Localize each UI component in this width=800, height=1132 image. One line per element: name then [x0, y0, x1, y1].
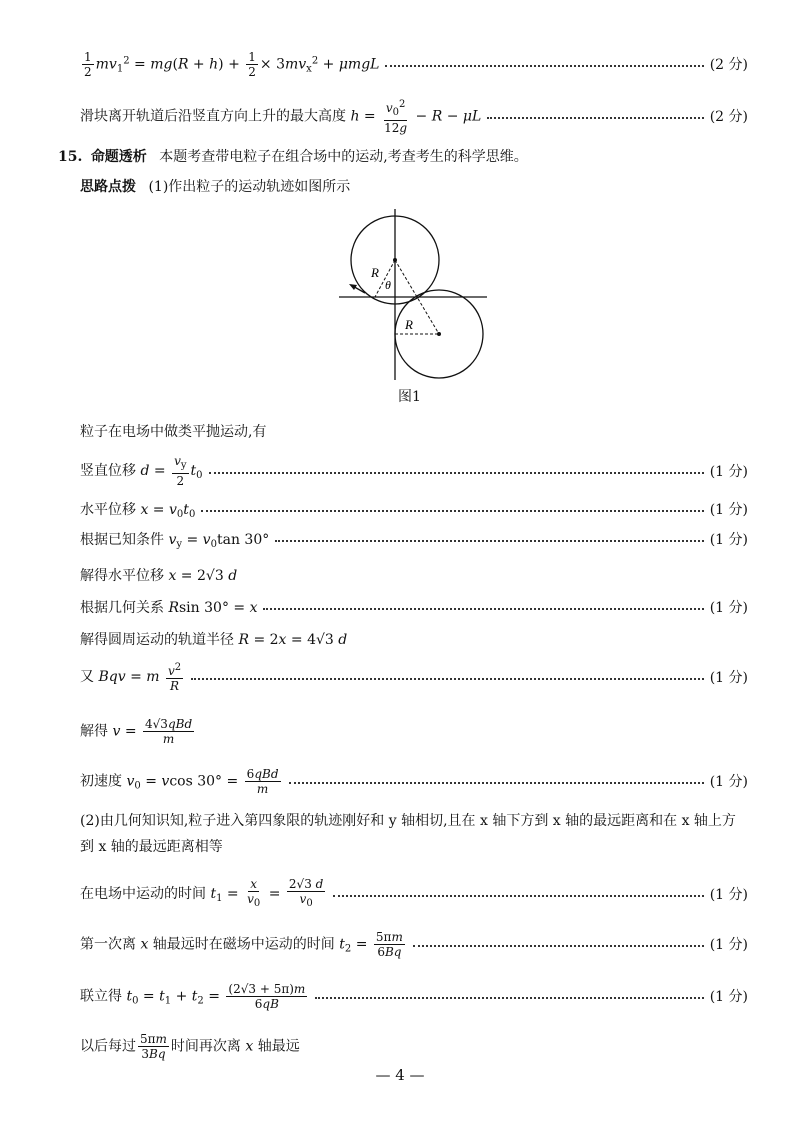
- step-t4: 以后每过 $\frac{5\pi m}{3Bq}$ 时间再次离 x 轴最远: [80, 1031, 300, 1061]
- points-label: (1 分): [709, 532, 748, 548]
- leader-dots: [289, 782, 704, 784]
- step-s4: 根据已知条件 $v_y = v_0\tan$ 30° (1 分): [80, 526, 748, 552]
- points-label: (1 分): [709, 774, 748, 790]
- points-label: (1 分): [709, 887, 748, 903]
- hint-label: 思路点拨: [80, 179, 136, 195]
- leader-dots: [333, 895, 703, 897]
- leader-dots: [209, 472, 704, 474]
- step-t2: 第一次离 x 轴最远时在磁场中运动的时间 $t_2$ = $\frac{5\pi m}{6Bq}$ (1 分): [80, 929, 748, 959]
- leader-dots: [487, 117, 703, 119]
- points-label: (1 分): [709, 989, 748, 1005]
- leader-dots: [191, 678, 704, 680]
- step-s1: 粒子在电场中做类平抛运动,有: [80, 424, 267, 440]
- leader-dots: [315, 997, 703, 999]
- analysis-label: 命题透析: [90, 149, 147, 165]
- leader-dots: [263, 608, 703, 610]
- arrow-head: [349, 284, 357, 290]
- step-t3: 联立得 $t_0 = t_1 + t_2$ = $\frac{(2√3 + 5\pi)m}{6qB}$ (1 分): [80, 981, 748, 1011]
- points-label: (1 分): [709, 600, 748, 616]
- lower-center-dot: [437, 332, 441, 336]
- energy-equation-row: [80, 48, 748, 80]
- label-R-upper: R: [371, 265, 379, 280]
- points-label: (2 分): [709, 57, 748, 73]
- trajectory-figure: [335, 205, 495, 395]
- analysis-text: 本题考查带电粒子在组合场中的运动,考查考生的科学思维。: [159, 149, 528, 165]
- step-s5: 解得水平位移 x = 2√3 d: [80, 568, 238, 584]
- step-t1: 在电场中运动的时间 $t_1$ = $\frac{x}{v_0}$ = $\frac{2√3 d}{v_0}$ (1 分): [80, 877, 748, 909]
- step-s10: 初速度 $v_0 = vcos$ 30° = $\frac{\text{6qBd}}{m}$ (1 分): [80, 766, 748, 796]
- leader-dots: [201, 510, 703, 512]
- points-label: (1 分): [709, 670, 748, 686]
- question-number: 15.: [58, 149, 83, 165]
- label-R-lower: R: [405, 317, 413, 332]
- points-label: (2 分): [709, 109, 748, 125]
- part2-paragraph: (2)由几何知识知,粒子进入第四象限的轨迹刚好和 y 轴相切,且在 x 轴下方到 x 轴的最远距离和在 x 轴上方到 x 轴的最远距离相等: [80, 813, 736, 855]
- question-15-analysis: [58, 146, 528, 166]
- leader-dots: [413, 945, 704, 947]
- step-s6: 根据几何关系 Rsin 30° = x (1 分): [80, 594, 748, 620]
- step-s8: 又 Bqv = m $\frac{v^2}{R}$ (1 分): [80, 662, 748, 693]
- leader-dots: [275, 540, 703, 542]
- figure-caption: 图1: [398, 389, 421, 405]
- max-height-row: [80, 98, 748, 134]
- hint-line: [80, 176, 350, 196]
- points-label: (1 分): [709, 937, 748, 953]
- points-label: (1 分): [709, 502, 748, 518]
- label-theta: θ: [385, 278, 391, 292]
- step-s2: 竖直位移 d = $\frac{v_y}{2}$ $t_0$ (1 分): [80, 454, 748, 488]
- leader-dots: [385, 65, 703, 67]
- step-s9: 解得 v = $\frac{\text{4√3qBd}}{m}$: [80, 716, 193, 746]
- energy-equation: $\frac{1}{2}$ $mv_1^2 = mg(R + h)$ + $\frac{1}{2}$ × $3mv_x^2 + \mu mgL$: [84, 49, 380, 79]
- hint-text: (1)作出粒子的运动轨迹如图所示: [148, 179, 351, 195]
- page-number: — 4 —: [375, 1066, 425, 1084]
- upper-center-dot: [393, 258, 397, 262]
- step-s7: 解得圆周运动的轨道半径 R = 2x = 4√3 d: [80, 632, 348, 648]
- step-s3: 水平位移 $x = v_0t_0$ (1 分): [80, 496, 748, 522]
- points-label: (1 分): [709, 464, 748, 480]
- max-height-equation: 滑块离开轨道后沿竖直方向上升的最大高度 h = $\frac{v_0^2}{12g}$ − R − μL: [80, 98, 482, 135]
